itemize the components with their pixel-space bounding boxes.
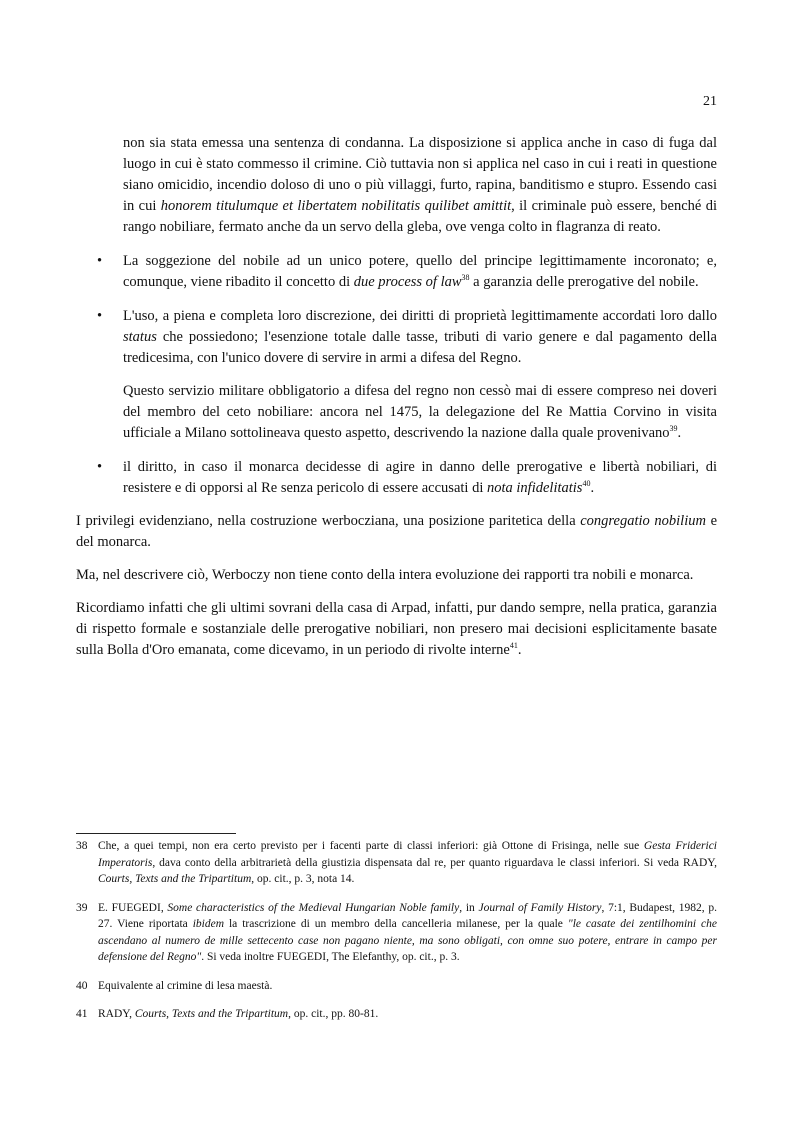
bullet-item: • L'uso, a piena e completa loro discrezione, dei diritti di proprietà legittimamente accordati loro dallo status che possiedono; l'esenzione totale dalle tasse, tributi di vario genere e dal pagamento della tredicesima, con l'unico dovere di servire in armi a difesa del Regno. Questo servizio militare obbligatorio a difesa del regno non cessò mai di essere compreso nei doveri del membro del ceto nobiliare: ancora nel 1475, la delegazione del Re Mattia Corvino in visita ufficiale a Milano sottolineava questo aspetto, descrivendo la nazione dalla quale provenivano$^{39}$. [97, 308, 717, 441]
bullet-icon: • [97, 253, 103, 269]
footnote-ref[interactable]: 39 [669, 424, 678, 433]
continuation-paragraph: non sia stata emessa una sentenza di condanna. La disposizione si applica anche in caso di fuga dal luogo in cui è stato commesso il crimine. Ciò tuttavia non si applica nel caso in cui i reati in questione siano omicidio, incendio doloso di uno o più villaggi, furto, rapina, banditismo e stupro. Essendo casi in cui honorem titulumque et libertatem nobilitatis quilibet amittit, il criminale può essere, benché di rango nobiliare, fermato anche da un servo della gleba, ove venga colto in flagranza di reato. [123, 135, 717, 235]
paragraph: I privilegi evidenziano, nella costruzione werbocziana, una posizione paritetica della congregatio nobilium e del monarca. [76, 513, 717, 550]
footnote-ref[interactable]: 40 [582, 479, 591, 488]
paragraph: Ma, nel descrivere ciò, Werboczy non tiene conto della intera evoluzione dei rapporti tra nobili e monarca. [76, 567, 694, 583]
bullet-item: • il diritto, in caso il monarca decidesse di agire in danno delle prerogative e libertà nobiliari, di resistere e di opporsi al Re senza pericolo di essere accusati di nota infidelitatis$^{40}$. [97, 459, 717, 496]
footnotes [76, 838, 717, 1035]
bullet-icon: • [97, 459, 103, 475]
footnote-41: 41 RADY, Courts, Texts and the Tripartitum, op. cit., pp. 80-81. [76, 1008, 379, 1020]
page-number: 21 [703, 94, 717, 109]
footnote-38: 38 Che, a quei tempi, non era certo previsto per i facenti parte di classi inferiori: già Ottone di Frisinga, nelle sue Gesta Friderici Imperatoris, dava conto della arbitrarietà della giustizia dispensata dal re, per quanto riguardava le classi inferiori. Si veda RADY, Courts, Texts and the Tripartitum, op. cit., p. 3, nota 14. [76, 840, 717, 885]
footnote-40: 40 Equivalente al crimine di lesa maestà. [76, 979, 273, 992]
footnote-39: 39 E. FUEGEDI, Some characteristics of the Medieval Hungarian Noble family, in Journal of Family History, 7:1, Budapest, 1982, p. 27. Viene riportata ibidem la trascrizione di un membro della cancelleria milanese, per la quale "le casate dei zentilhomini che ascendano al numero de mille settecento case non pagano niente, ma sono obligati, con omne suo potere, entrare in campo per defensione del Regno". Si veda inoltre FUEGEDI, The Elefanthy, op. cit., p. 3. [76, 901, 718, 963]
footnote-ref[interactable]: 41 [509, 641, 518, 650]
paragraph: Ricordiamo infatti che gli ultimi sovrani della casa di Arpad, infatti, pur dando sempre, nella pratica, garanzia di rispetto formale e sostanziale delle prerogative nobiliari, non presero mai decisioni esplicitamente basate sulla Bolla d'Oro emanata, come dicevamo, in un periodo di rivolte interne$^{41}$. [76, 600, 717, 658]
footnote-ref[interactable]: 38 [461, 273, 470, 282]
main-text [76, 133, 717, 661]
bullet-icon: • [97, 308, 103, 324]
footnote-separator [76, 833, 236, 834]
bullet-item: • La soggezione del nobile ad un unico potere, quello del principe legittimamente incoronato; e, comunque, viene ribadito il concetto di due process of law$^{38}$ a garanzia delle prerogative del nobile. [97, 253, 717, 290]
